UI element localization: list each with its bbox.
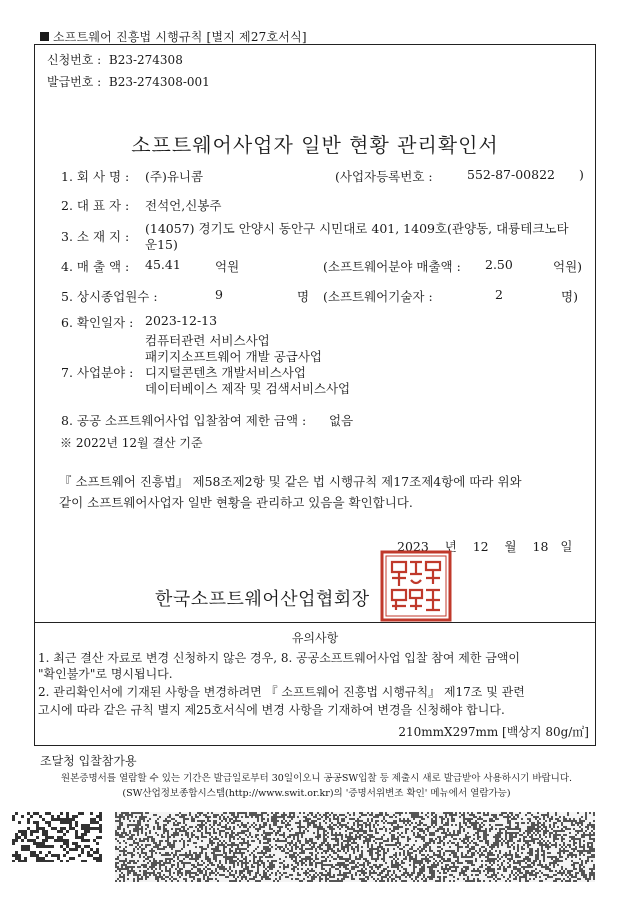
address-row: 3. 소 재 지 : (14057) 경기도 안양시 동안구 시민대로 401, 1409호(관양동, 대륭테크노타 운15)	[61, 221, 569, 252]
caution-item: "확인불가"로 명시됩니다.	[38, 667, 173, 681]
qr-code-icon	[12, 812, 102, 862]
business-field-item: 컴퓨터관련 서비스사업	[145, 333, 270, 348]
document-title: 소프트웨어사업자 일반 현황 관리확인서	[131, 133, 499, 157]
official-seal-icon	[380, 550, 452, 622]
verification-barcode-icon	[115, 812, 595, 882]
paper-spec: 210mmX297mm [백상지 80g/㎡]	[398, 725, 589, 739]
caution-item: 1. 최근 결산 자료로 변경 신청하지 않은 경우, 8. 공공소프트웨어사업 입찰 참여 제한 금액이	[38, 651, 521, 665]
business-field-item: 패키지소프트웨어 개발 공급사업	[145, 349, 322, 364]
issue-date: 2023 년 12 월 18 일	[397, 539, 573, 554]
issuer-name: 한국소프트웨어산업협회장	[155, 589, 370, 610]
business-field-item: 데이터베이스 제작 및 검색서비스사업	[145, 381, 351, 396]
caution-title: 유의사항	[291, 631, 339, 645]
caution-divider	[35, 622, 595, 623]
square-bullet-icon	[40, 32, 49, 41]
certificate-frame: 신청번호 : B23-274308 발급번호 : B23-274308-001 소프트웨어사업자 일반 현황 관리확인서 1. 회 사 명 : (주)유니콤 (사업자등록번호 : 552-87-00822 ) 2. 대 표 자 : 전석언,신봉주 3. 소 재 지 : (14057) 경기도 안양시 동안구 시민대로 401, 1409호(관양동, 대륭테크노타 운15) 4. 매 출 액 : 45.41 억원 (소프트웨어분야 매출액 : 2.50 억원) 5. 상시종업원수 : 9 명 (소프트웨어기술자 : 2 명) 6. 확인일자 : 2023-12-13 7. 사업분야 : 컴퓨터관련 서비스사업 패키지소프트웨어 개발 공급사업 디지털콘텐츠 개발서비스사업 데이터베이스 제작 및 검색서비스사업 8. 공공 소프트웨어사업 입찰참여 제한 금액 : 없음 ※ 2022년 12월 결산 기준 『 소프트웨어 진흥법』 제58조제2항 및 같은 법 시행규칙 제17조제4항에 따라 위와 같이 소프트웨어사업자 일반 현황을 관리하고 있음을 확인합니다. 2023 년 12 월 18 일 한국소프트웨어산업협회장 유의사항 1. 최근 결산 자료로 변경 신청하지 않은 경우, 8. 공공소프트웨어사업 입찰 참여 제한 금액이 "확인불가"로 명시됩니다. 2. 관리확인서에 기재된 사항을 변경하려면 『 소프트웨어 진흥법 시행규칙』 제17조 및 관련 고시에 따라 같은 규칙 별지 제25호서식에 변경 사항을 기재하여 변경을 신청해야 합니다. 210mmX297mm [백상지 80g/㎡]	[34, 44, 596, 746]
caution-item: 2. 관리확인서에 기재된 사항을 변경하려면 『 소프트웨어 진흥법 시행규칙』 제17조 및 관련	[38, 685, 525, 699]
form-header: 소프트웨어 진흥법 시행규칙 [별지 제27호서식]	[40, 28, 307, 45]
footer-notice: 원본증명서를 열람할 수 있는 기간은 발급일로부터 30일이오니 공공SW입찰 등 제출시 새로 발급받아 사용하시기 바랍니다.	[60, 773, 573, 784]
application-number: 신청번호 : B23-274308	[47, 53, 183, 67]
footer-verify-link: (SW산업정보종합시스템(http://www.swit.or.kr)의 '증명서위변조 확인' 메뉴에서 열람가능)	[122, 788, 511, 799]
issue-number: 발급번호 : B23-274308-001	[47, 75, 210, 89]
confirmation-statement: 『 소프트웨어 진흥법』 제58조제2항 및 같은 법 시행규칙 제17조제4항에 따라 위와 같이 소프트웨어사업자 일반 현황을 관리하고 있음을 확인합니다.	[59, 474, 522, 510]
usage-purpose: 조달청 입찰참가용	[40, 754, 137, 768]
business-fields-row: 7. 사업분야 : 컴퓨터관련 서비스사업 패키지소프트웨어 개발 공급사업 디지털콘텐츠 개발서비스사업 데이터베이스 제작 및 검색서비스사업	[61, 333, 351, 396]
business-field-item: 디지털콘텐츠 개발서비스사업	[145, 365, 306, 380]
settlement-note: ※ 2022년 12월 결산 기준	[60, 436, 203, 450]
caution-item: 고시에 따라 같은 규칙 별지 제25호서식에 변경 사항을 기재하여 변경을 신청해야 합니다.	[38, 703, 505, 717]
